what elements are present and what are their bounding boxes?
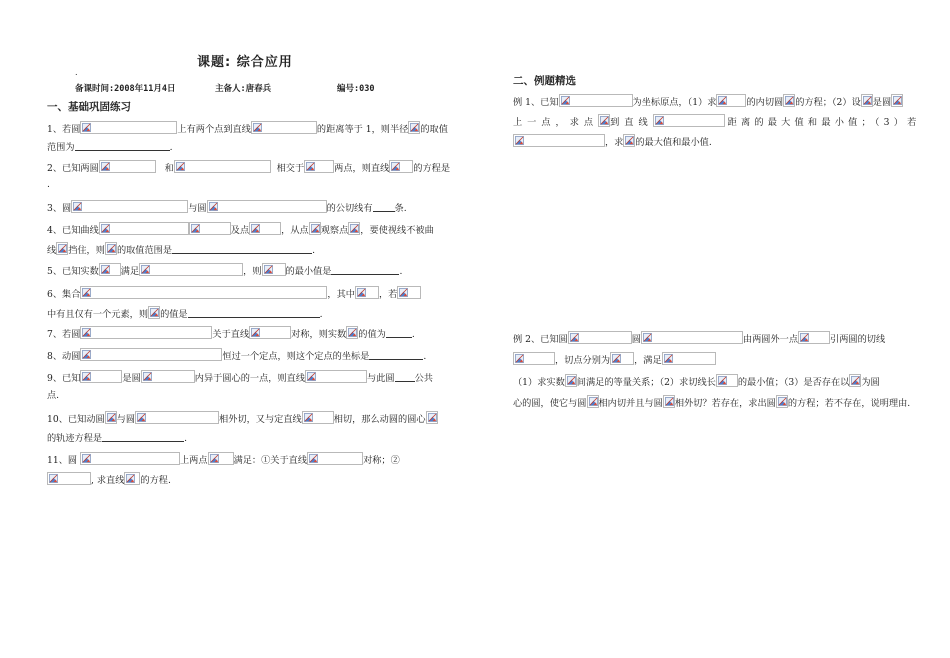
- broken-image-icon: [251, 224, 260, 233]
- question-10-line1: 10、已知动圆 与圆 相外切，又与定直线 相切，那么动圆的圆心: [47, 411, 438, 426]
- broken-image-icon: [800, 333, 809, 342]
- formula-image: [568, 331, 632, 344]
- formula-image: [262, 263, 286, 276]
- formula-image: [302, 411, 334, 424]
- formula-image: [139, 263, 243, 276]
- formula-image: [623, 134, 635, 147]
- formula-image: [346, 326, 358, 339]
- broken-image-icon: [101, 265, 110, 274]
- page-title: 课题: 综合应用: [197, 55, 293, 70]
- broken-image-icon: [655, 116, 664, 125]
- question-2-line1: 2、已知两圆 和 相交于 两点，则直线 的方程是: [47, 160, 450, 175]
- answer-blank[interactable]: [102, 431, 184, 442]
- broken-image-icon: [893, 96, 902, 105]
- broken-image-icon: [101, 224, 110, 233]
- formula-image: [513, 134, 605, 147]
- broken-image-icon: [515, 136, 524, 145]
- formula-image: [99, 222, 189, 235]
- formula-image: [189, 222, 231, 235]
- formula-image: [849, 374, 861, 387]
- broken-image-icon: [107, 413, 116, 422]
- formula-image: [798, 331, 830, 344]
- broken-image-icon: [82, 372, 91, 381]
- broken-image-icon: [176, 162, 185, 171]
- meta-date: 备课时间:2008年11月4日: [75, 84, 176, 94]
- formula-image: [663, 395, 675, 408]
- example-2-line3: （1）求实数 间满足的等量关系；（2）求切线长 的最小值；（3）是否存在以 为圆: [513, 374, 880, 389]
- example-1-line1: 例 1、已知 为坐标原点，（1）求 的内切圆 的方程；（2）设 是圆: [513, 94, 903, 109]
- formula-image: [124, 472, 140, 485]
- formula-image: [251, 121, 317, 134]
- formula-image: [641, 331, 743, 344]
- meta-number: 编号:030: [337, 84, 375, 94]
- broken-image-icon: [150, 308, 159, 317]
- question-1-line2: 范围为 .: [47, 142, 173, 153]
- formula-image: [304, 160, 334, 173]
- broken-image-icon: [664, 354, 673, 363]
- question-4-line1: 4、已知曲线 及点 ，从点 观察点 ，要使视线不被曲: [47, 222, 434, 237]
- broken-image-icon: [643, 333, 652, 342]
- question-7: 7、若圆 关于直线 对称，则实数 的值为 .: [47, 326, 415, 341]
- section2-heading: 二、例题精选: [513, 75, 576, 87]
- formula-image: [80, 452, 180, 465]
- broken-image-icon: [137, 413, 146, 422]
- broken-image-icon: [391, 162, 400, 171]
- formula-image: [653, 114, 725, 127]
- answer-blank[interactable]: [395, 371, 415, 382]
- broken-image-icon: [410, 123, 419, 132]
- formula-image: [348, 222, 360, 235]
- example-1-line3: ，求 的最大值和最小值.: [513, 134, 712, 149]
- formula-image: [99, 160, 156, 173]
- question-6-line1: 6、集合 ，其中 ，若: [47, 286, 421, 301]
- formula-image: [389, 160, 413, 173]
- broken-image-icon: [718, 376, 727, 385]
- broken-image-icon: [210, 454, 219, 463]
- broken-image-icon: [143, 372, 152, 381]
- formula-image: [716, 94, 746, 107]
- formula-image: [513, 352, 555, 365]
- formula-image: [565, 374, 577, 387]
- dot-mark: .: [75, 68, 78, 77]
- formula-image: [559, 94, 633, 107]
- formula-image: [208, 452, 234, 465]
- question-11-line2: , 求直线 的方程.: [47, 472, 171, 487]
- broken-image-icon: [399, 288, 408, 297]
- broken-image-icon: [357, 288, 366, 297]
- formula-image: [207, 200, 327, 213]
- formula-image: [305, 370, 367, 383]
- formula-image: [56, 242, 68, 255]
- question-11-line1: 11、圆 上两点 满足：①关于直线 对称；②: [47, 452, 400, 467]
- formula-image: [80, 348, 222, 361]
- broken-image-icon: [311, 224, 320, 233]
- broken-image-icon: [570, 333, 579, 342]
- broken-image-icon: [82, 454, 91, 463]
- broken-image-icon: [82, 123, 91, 132]
- broken-image-icon: [306, 162, 315, 171]
- formula-image: [135, 411, 219, 424]
- broken-image-icon: [612, 354, 621, 363]
- broken-image-icon: [665, 397, 674, 406]
- broken-image-icon: [863, 96, 872, 105]
- answer-blank[interactable]: [369, 349, 423, 360]
- formula-image: [71, 200, 188, 213]
- broken-image-icon: [785, 96, 794, 105]
- broken-image-icon: [191, 224, 200, 233]
- broken-image-icon: [73, 202, 82, 211]
- formula-image: [610, 352, 634, 365]
- section1-heading: 一、基础巩固练习: [47, 101, 131, 113]
- question-9-line1: 9、已知 是圆 内异于圆心的一点，则直线 与此圆 公共: [47, 370, 433, 385]
- broken-image-icon: [348, 328, 357, 337]
- formula-image: [662, 352, 716, 365]
- answer-blank[interactable]: [188, 307, 320, 318]
- broken-image-icon: [304, 413, 313, 422]
- example-2-line2: ，切点分别为 ，满足: [513, 352, 716, 367]
- broken-image-icon: [49, 474, 58, 483]
- answer-blank[interactable]: [172, 243, 312, 254]
- formula-image: [249, 326, 291, 339]
- formula-image: [861, 94, 873, 107]
- broken-image-icon: [253, 123, 262, 132]
- broken-image-icon: [561, 96, 570, 105]
- formula-image: [397, 286, 421, 299]
- broken-image-icon: [264, 265, 273, 274]
- example-1-line2: 上一点，求点 到直线 距离的最大值和最小值；（3）若: [513, 114, 920, 129]
- formula-image: [408, 121, 420, 134]
- broken-image-icon: [58, 244, 67, 253]
- question-10-line2: 的轨迹方程是 .: [47, 433, 188, 444]
- formula-image: [598, 114, 610, 127]
- broken-image-icon: [82, 350, 91, 359]
- formula-image: [47, 472, 91, 485]
- broken-image-icon: [101, 162, 110, 171]
- formula-image: [891, 94, 903, 107]
- formula-image: [80, 326, 212, 339]
- question-8: 8、动圆 恒过一个定点，则这个定点的坐标是 .: [47, 348, 426, 363]
- broken-image-icon: [350, 224, 359, 233]
- example-2-line1: 例 2、已知圆 圆 由两圆外一点 引两圆的切线: [513, 331, 885, 346]
- broken-image-icon: [209, 202, 218, 211]
- question-5: 5、已知实数 满足 ，则 的最小值是 .: [47, 263, 402, 278]
- answer-blank[interactable]: [75, 140, 170, 151]
- formula-image: [105, 411, 117, 424]
- broken-image-icon: [309, 454, 318, 463]
- formula-image: [148, 306, 160, 319]
- answer-blank[interactable]: [331, 264, 399, 275]
- broken-image-icon: [778, 397, 787, 406]
- formula-image: [80, 370, 122, 383]
- broken-image-icon: [82, 288, 91, 297]
- formula-image: [80, 286, 327, 299]
- broken-image-icon: [107, 244, 116, 253]
- broken-image-icon: [428, 413, 437, 422]
- formula-image: [307, 452, 363, 465]
- formula-image: [309, 222, 321, 235]
- formula-image: [587, 395, 599, 408]
- formula-image: [776, 395, 788, 408]
- formula-image: [355, 286, 379, 299]
- broken-image-icon: [600, 116, 609, 125]
- broken-image-icon: [126, 474, 135, 483]
- broken-image-icon: [82, 328, 91, 337]
- formula-image: [105, 242, 117, 255]
- question-3: 3、圆 与圆 的公切线有 条.: [47, 200, 407, 215]
- broken-image-icon: [625, 136, 634, 145]
- broken-image-icon: [515, 354, 524, 363]
- broken-image-icon: [589, 397, 598, 406]
- broken-image-icon: [718, 96, 727, 105]
- formula-image: [426, 411, 438, 424]
- formula-image: [80, 121, 177, 134]
- formula-image: [99, 263, 121, 276]
- formula-image: [249, 222, 281, 235]
- broken-image-icon: [851, 376, 860, 385]
- question-2-line2: .: [47, 179, 50, 190]
- answer-blank[interactable]: [386, 327, 412, 338]
- broken-image-icon: [251, 328, 260, 337]
- broken-image-icon: [567, 376, 576, 385]
- question-4-line2: 线 挡住，则 的取值范围是 .: [47, 242, 315, 257]
- meta-author: 主备人:唐春兵: [215, 84, 272, 94]
- broken-image-icon: [141, 265, 150, 274]
- formula-image: [174, 160, 271, 173]
- formula-image: [783, 94, 795, 107]
- formula-image: [141, 370, 195, 383]
- answer-blank[interactable]: [373, 201, 395, 212]
- question-6-line2: 中有且仅有一个元素，则 的值是 .: [47, 306, 323, 321]
- broken-image-icon: [307, 372, 316, 381]
- example-2-line4: 心的圆，使它与圆 相内切并且与圆 相外切？若存在，求出圆 的方程；若不存在，说明理由.: [513, 395, 910, 410]
- formula-image: [716, 374, 738, 387]
- question-1-line1: 1、若圆 上有两个点到直线 的距离等于 1，则半径 的取值: [47, 121, 448, 136]
- question-9-line2: 点.: [47, 390, 60, 401]
